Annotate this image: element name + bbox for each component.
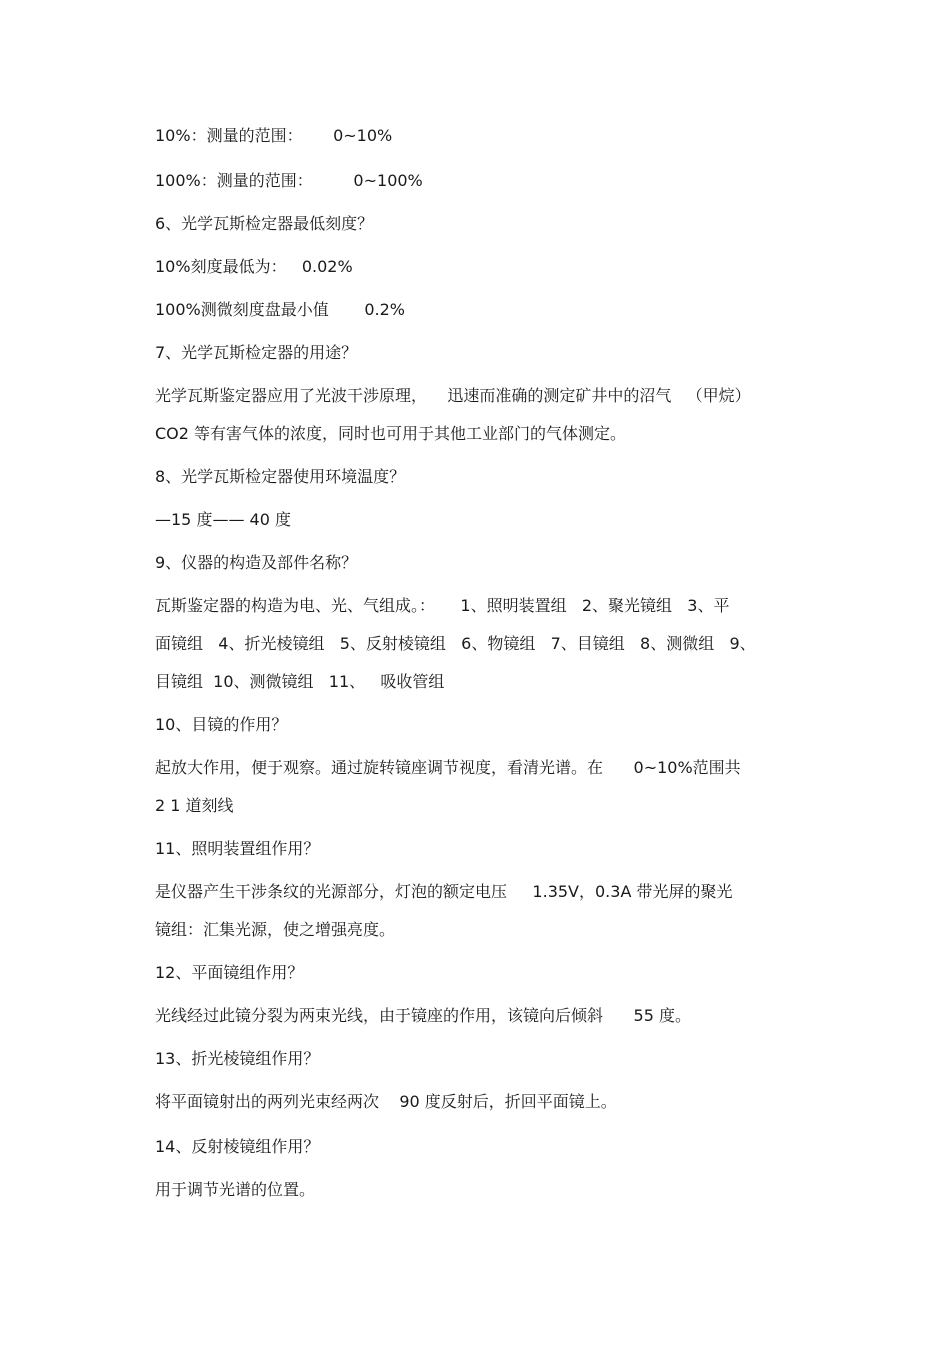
answer-14-line: 用于调节光谱的位置。 — [155, 1180, 316, 1199]
question-12-heading: 12、平面镜组作用？ — [155, 963, 304, 982]
answer-11-line-1: 是仪器产生干涉条纹的光源部分，灯泡的额定电压 1.35V，0.3A 带光屏的聚光 — [155, 882, 733, 901]
question-6-heading: 6、光学瓦斯检定器最低刻度？ — [155, 214, 374, 233]
question-11-heading: 11、照明装置组作用？ — [155, 839, 320, 858]
answer-9-line-2: 面镜组 4、折光棱镜组 5、反射棱镜组 6、物镜组 7、目镜组 8、测微组 9、 — [155, 634, 756, 653]
answer-13-line: 将平面镜射出的两列光束经两次 90 度反射后，折回平面镜上。 — [155, 1092, 617, 1111]
answer-12-line: 光线经过此镜分裂为两束光线，由于镜座的作用，该镜向后倾斜 55 度。 — [155, 1006, 691, 1025]
question-10-heading: 10、目镜的作用？ — [155, 715, 288, 734]
answer-9-line-3: 目镜组 10、测微镜组 11、 吸收管组 — [155, 672, 445, 691]
range-10-percent-line: 10%：测量的范围： 0~10% — [155, 126, 393, 145]
answer-11-line-2: 镜组：汇集光源，使之增强亮度。 — [155, 920, 396, 939]
question-8-heading: 8、光学瓦斯检定器使用环境温度？ — [155, 467, 406, 486]
question-7-heading: 7、光学瓦斯检定器的用途？ — [155, 343, 358, 362]
answer-10-line-1: 起放大作用，便于观察。通过旋转镜座调节视度，看清光谱。在 0~10%范围共 — [155, 758, 741, 777]
min-scale-10-percent-line: 10%刻度最低为： 0.02% — [155, 257, 353, 276]
range-100-percent-line: 100%：测量的范围： 0~100% — [155, 171, 423, 190]
answer-10-line-2: 2 1 道刻线 — [155, 796, 234, 815]
answer-7-line-2: CO2 等有害气体的浓度，同时也可用于其他工业部门的气体测定。 — [155, 424, 627, 443]
question-14-heading: 14、反射棱镜组作用？ — [155, 1137, 320, 1156]
question-9-heading: 9、仪器的构造及部件名称？ — [155, 553, 358, 572]
answer-9-line-1: 瓦斯鉴定器的构造为电、光、气组成。： 1、照明装置组 2、聚光镜组 3、平 — [155, 596, 730, 615]
min-scale-100-percent-line: 100%测微刻度盘最小值 0.2% — [155, 300, 405, 319]
answer-7-line-1: 光学瓦斯鉴定器应用了光波干涉原理， 迅速而准确的测定矿井中的沼气 （甲烷） — [155, 386, 751, 405]
answer-8-line: —15 度—— 40 度 — [155, 510, 291, 529]
question-13-heading: 13、折光棱镜组作用？ — [155, 1049, 320, 1068]
